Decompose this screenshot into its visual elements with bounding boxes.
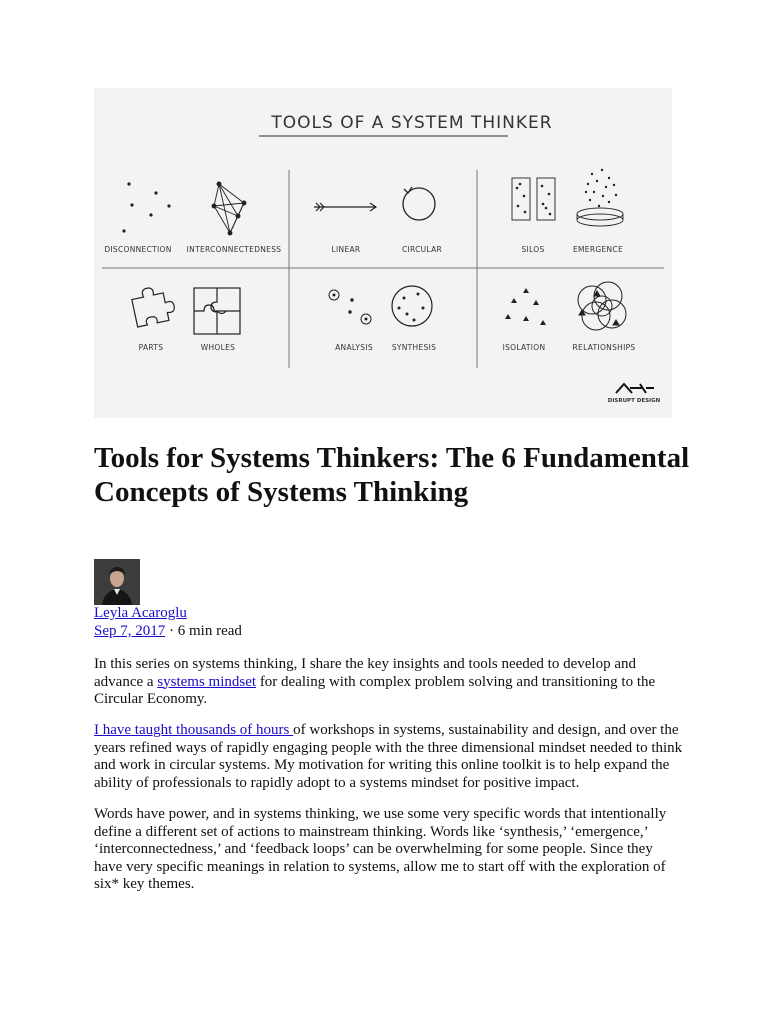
label-emergence: EMERGENCE <box>573 245 623 254</box>
synthesis-icon <box>392 286 432 326</box>
figure-heading: TOOLS OF A SYSTEM THINKER <box>271 113 553 133</box>
label-analysis: ANALYSIS <box>335 343 373 352</box>
words-paragraph: Words have power, and in systems thinking, we use some very specific words that intentionally define a different set of actions to mainstream thinking. Words like ‘synthesis,’ ‘emergence,’ ‘interconnectedness,’ and ‘feedback loops’ can be overwhelming for some people. Since they have very specific meanings in relation to systems, allow me to start off with the exploration of six* key themes. <box>94 806 667 892</box>
emergence-icon <box>577 169 623 226</box>
linear-icon <box>314 203 376 211</box>
systems-thinker-illustration <box>94 88 672 418</box>
silos-icon <box>512 178 555 220</box>
interconnectedness-icon <box>212 182 246 235</box>
wholes-icon <box>194 288 240 334</box>
taught-hours-link[interactable]: I have taught thousands of hours <box>94 722 294 738</box>
article-meta <box>94 622 242 640</box>
label-relationships: RELATIONSHIPS <box>572 343 636 352</box>
relationships-icon <box>578 282 626 330</box>
article-title: Tools for Systems Thinkers: The 6 Fundamental Concepts of Systems Thinking <box>94 442 690 508</box>
parts-icon <box>130 283 177 327</box>
intro-paragraph: In this series on systems thinking, I share the key insights and tools needed to develop and advance a systems mindset for dealing with complex problem solving and transitioning to the Circular Economy. <box>94 656 656 707</box>
label-wholes: WHOLES <box>200 343 236 352</box>
label-isolation: ISOLATION <box>502 343 546 352</box>
svg-text:DISRUPT DESIGN: DISRUPT DESIGN <box>607 398 661 404</box>
label-disconnection: DISCONNECTION <box>104 245 172 254</box>
label-parts: PARTS <box>138 343 164 352</box>
disrupt-design-logo <box>608 384 661 404</box>
author-avatar[interactable] <box>94 559 140 605</box>
label-circular: CIRCULAR <box>401 245 443 254</box>
label-silos: SILOS <box>521 245 545 254</box>
label-linear: LINEAR <box>331 245 361 254</box>
label-interconnectedness: INTERCONNECTEDNESS <box>186 245 282 254</box>
read-time: · 6 min read <box>165 623 242 639</box>
date-link[interactable]: Sep 7, 2017 <box>94 623 166 639</box>
author-link[interactable]: Leyla Acaroglu <box>94 605 187 621</box>
systems-mindset-link[interactable]: systems mindset <box>157 673 257 690</box>
isolation-icon <box>505 288 546 325</box>
analysis-icon <box>329 290 371 324</box>
circular-icon <box>403 187 435 220</box>
experience-paragraph: I have taught thousands of hours of workshops in systems, sustainability and design, and over the years refined ways of rapidly engaging people with the three dimensional mindset needed to think and work in circular systems. My motivation for writing this online toolkit is to help expand the ability of professionals to rapidly adopt to a systems mindset for positive impact. <box>94 722 683 791</box>
label-synthesis: SYNTHESIS <box>391 343 437 352</box>
disconnection-icon <box>122 182 170 232</box>
